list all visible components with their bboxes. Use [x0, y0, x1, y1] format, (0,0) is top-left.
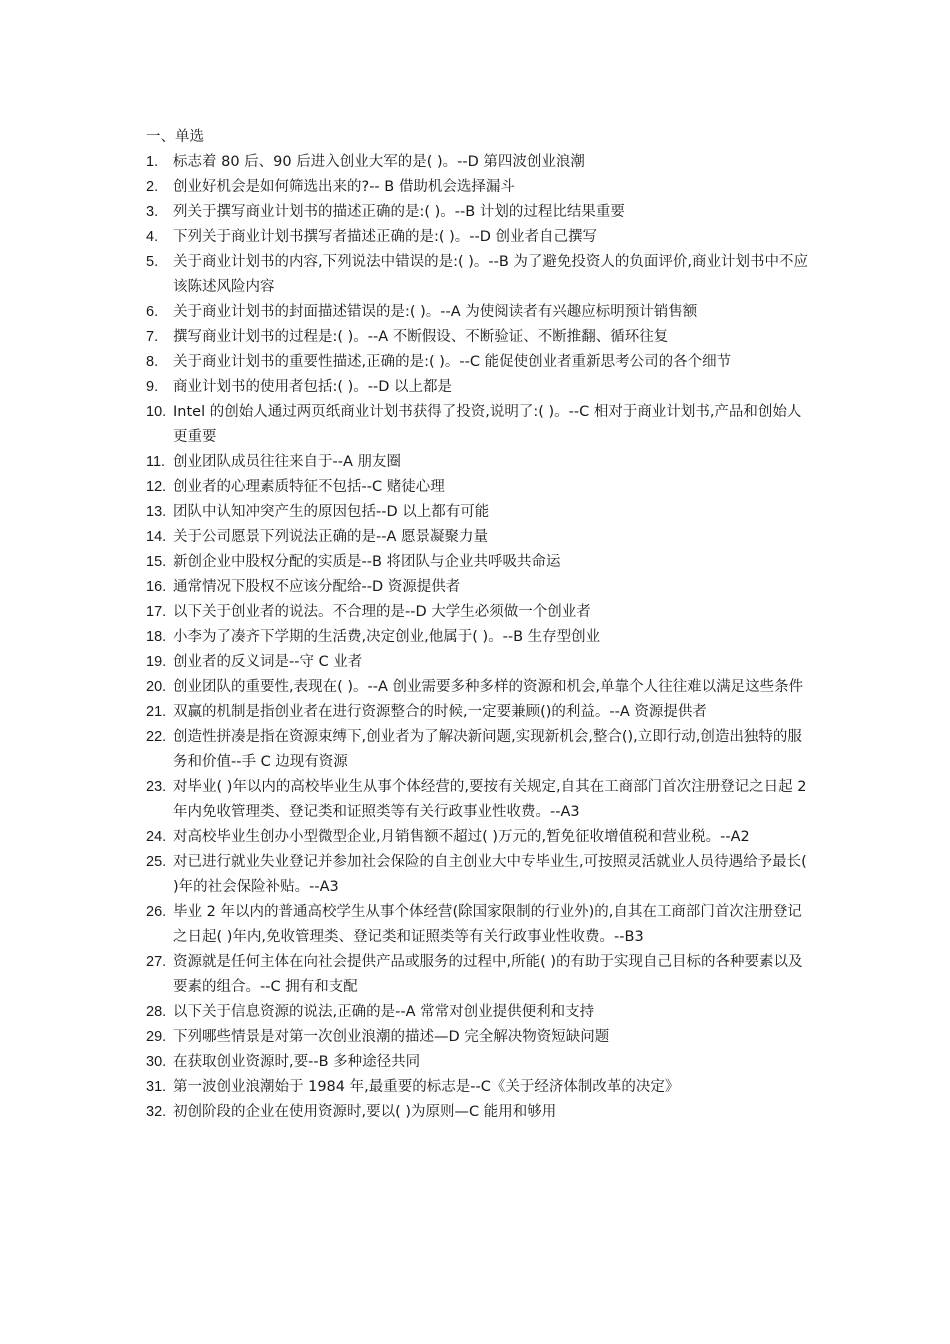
list-item: [146, 175, 810, 200]
question-number: 17.: [146, 604, 167, 620]
list-item: [146, 625, 810, 650]
question-text: Intel 的创始人通过两页纸商业计划书获得了投资,说明了:( )。--C 相对于商业计划书,产品和创始人更重要: [173, 404, 802, 445]
list-item: [146, 600, 810, 625]
list-item: [146, 775, 810, 825]
question-number: 21.: [146, 704, 167, 720]
question-number: 13.: [146, 504, 167, 520]
list-item: [146, 225, 810, 250]
list-item: [146, 325, 810, 350]
list-item: [146, 1075, 810, 1100]
list-item: [146, 900, 810, 950]
question-text: 团队中认知冲突产生的原因包括--D 以上都有可能: [173, 504, 490, 520]
question-number: 26.: [146, 904, 167, 920]
question-number: 14.: [146, 529, 167, 545]
list-item: [146, 1000, 810, 1025]
question-number: 15.: [146, 554, 167, 570]
list-item: [146, 550, 810, 575]
question-text: 下列关于商业计划书撰写者描述正确的是:( )。--D 创业者自己撰写: [173, 229, 598, 245]
list-item: [146, 700, 810, 725]
question-text: 以下关于信息资源的说法,正确的是--A 常常对创业提供便利和支持: [173, 1004, 595, 1020]
list-item: [146, 150, 810, 175]
list-item: [146, 250, 810, 300]
question-text: 通常情况下股权不应该分配给--D 资源提供者: [173, 579, 461, 595]
list-item: [146, 950, 810, 1000]
list-item: [146, 850, 810, 900]
question-text: 对高校毕业生创办小型微型企业,月销售额不超过( )万元的,暂免征收增值税和营业税。--A2: [173, 829, 750, 845]
question-number: 19.: [146, 654, 167, 670]
question-number: 3.: [146, 204, 159, 220]
list-item: [146, 650, 810, 675]
question-number: 27.: [146, 954, 167, 970]
question-number: 24.: [146, 829, 167, 845]
question-text: 商业计划书的使用者包括:( )。--D 以上都是: [173, 379, 453, 395]
question-text: 小李为了凑齐下学期的生活费,决定创业,他属于( )。--B 生存型创业: [173, 629, 601, 645]
question-text: 标志着 80 后、90 后进入创业大军的是( )。--D 第四波创业浪潮: [173, 154, 585, 170]
list-item: [146, 450, 810, 475]
question-number: 7.: [146, 329, 159, 345]
question-text: 资源就是任何主体在向社会提供产品或服务的过程中,所能( )的有助于实现自己目标的各种要素以及要素的组合。--C 拥有和支配: [173, 954, 803, 995]
question-text: 创业者的反义词是--守 C 业者: [173, 654, 363, 670]
question-number: 10.: [146, 404, 167, 420]
list-item: [146, 1100, 810, 1125]
question-text: 关于商业计划书的重要性描述,正确的是:( )。--C 能促使创业者重新思考公司的各个细节: [173, 354, 732, 370]
question-text: 关于商业计划书的封面描述错误的是:( )。--A 为使阅读者有兴趣应标明预计销售额: [173, 304, 698, 320]
list-item: [146, 725, 810, 775]
question-number: 16.: [146, 579, 167, 595]
question-number: 30.: [146, 1054, 167, 1070]
question-number: 20.: [146, 679, 167, 695]
list-item: [146, 500, 810, 525]
question-number: 28.: [146, 1004, 167, 1020]
question-text: 创造性拼凑是指在资源束缚下,创业者为了解决新问题,实现新机会,整合(),立即行动,创造出独特的服务和价值--手 C 边现有资源: [173, 729, 802, 770]
question-text: 列关于撰写商业计划书的描述正确的是:( )。--B 计划的过程比结果重要: [173, 204, 625, 220]
list-item: [146, 475, 810, 500]
question-number: 9.: [146, 379, 159, 395]
question-text: 对已进行就业失业登记并参加社会保险的自主创业大中专毕业生,可按照灵活就业人员待遇给予最长( )年的社会保险补贴。--A3: [173, 854, 807, 895]
question-number: 23.: [146, 779, 167, 795]
question-text: 关于商业计划书的内容,下列说法中错误的是:( )。--B 为了避免投资人的负面评价,商业计划书中不应该陈述风险内容: [173, 254, 809, 295]
list-item: [146, 675, 810, 700]
list-item: [146, 350, 810, 375]
list-item: [146, 300, 810, 325]
question-text: 创业团队成员往往来自于--A 朋友圈: [173, 454, 401, 470]
question-number: 29.: [146, 1029, 167, 1045]
question-text: 关于公司愿景下列说法正确的是--A 愿景凝聚力量: [173, 529, 488, 545]
list-item: [146, 525, 810, 550]
question-text: 创业者的心理素质特征不包括--C 赌徒心理: [173, 479, 445, 495]
section-title: 一、单选: [146, 129, 204, 145]
question-number: 4.: [146, 229, 159, 245]
question-text: 在获取创业资源时,要--B 多种途径共同: [173, 1054, 421, 1070]
question-text: 毕业 2 年以内的普通高校学生从事个体经营(除国家限制的行业外)的,自其在工商部门首次注册登记之日起( )年内,免收管理类、登记类和证照类等有关行政事业性收费。--B3: [173, 904, 802, 945]
question-number: 8.: [146, 354, 159, 370]
list-item: [146, 1025, 810, 1050]
list-item: [146, 1050, 810, 1075]
question-number: 22.: [146, 729, 167, 745]
question-text: 新创企业中股权分配的实质是--B 将团队与企业共呼吸共命运: [173, 554, 561, 570]
question-text: 以下关于创业者的说法。不合理的是--D 大学生必须做一个创业者: [173, 604, 591, 620]
question-text: 撰写商业计划书的过程是:( )。--A 不断假设、不断验证、不断推翻、循环往复: [173, 329, 669, 345]
list-item: [146, 400, 810, 450]
question-number: 5.: [146, 254, 159, 270]
question-text: 双赢的机制是指创业者在进行资源整合的时候,一定要兼顾()的利益。--A 资源提供者: [173, 704, 707, 720]
question-number: 2.: [146, 179, 159, 195]
list-item: [146, 200, 810, 225]
question-number: 18.: [146, 629, 167, 645]
list-item: [146, 825, 810, 850]
question-number: 11.: [146, 454, 166, 470]
question-number: 1.: [146, 154, 159, 170]
list-item: [146, 575, 810, 600]
question-text: 下列哪些情景是对第一次创业浪潮的描述—D 完全解决物资短缺问题: [173, 1029, 610, 1045]
list-item: [146, 375, 810, 400]
question-number: 12.: [146, 479, 167, 495]
question-number: 25.: [146, 854, 167, 870]
question-text: 创业团队的重要性,表现在( )。--A 创业需要多种多样的资源和机会,单靠个人往往难以满足这些条件: [173, 679, 804, 695]
question-number: 31.: [146, 1079, 167, 1095]
question-text: 初创阶段的企业在使用资源时,要以( )为原则—C 能用和够用: [173, 1104, 557, 1120]
question-number: 32.: [146, 1104, 167, 1120]
question-number: 6.: [146, 304, 159, 320]
question-text: 创业好机会是如何筛选出来的?-- B 借助机会选择漏斗: [173, 179, 515, 195]
question-list: [146, 150, 810, 1125]
question-text: 第一波创业浪潮始于 1984 年,最重要的标志是--C《关于经济体制改革的决定》: [173, 1079, 680, 1095]
question-text: 对毕业( )年以内的高校毕业生从事个体经营的,要按有关规定,自其在工商部门首次注册登记之日起 2 年内免收管理类、登记类和证照类等有关行政事业性收费。--A3: [173, 779, 807, 820]
